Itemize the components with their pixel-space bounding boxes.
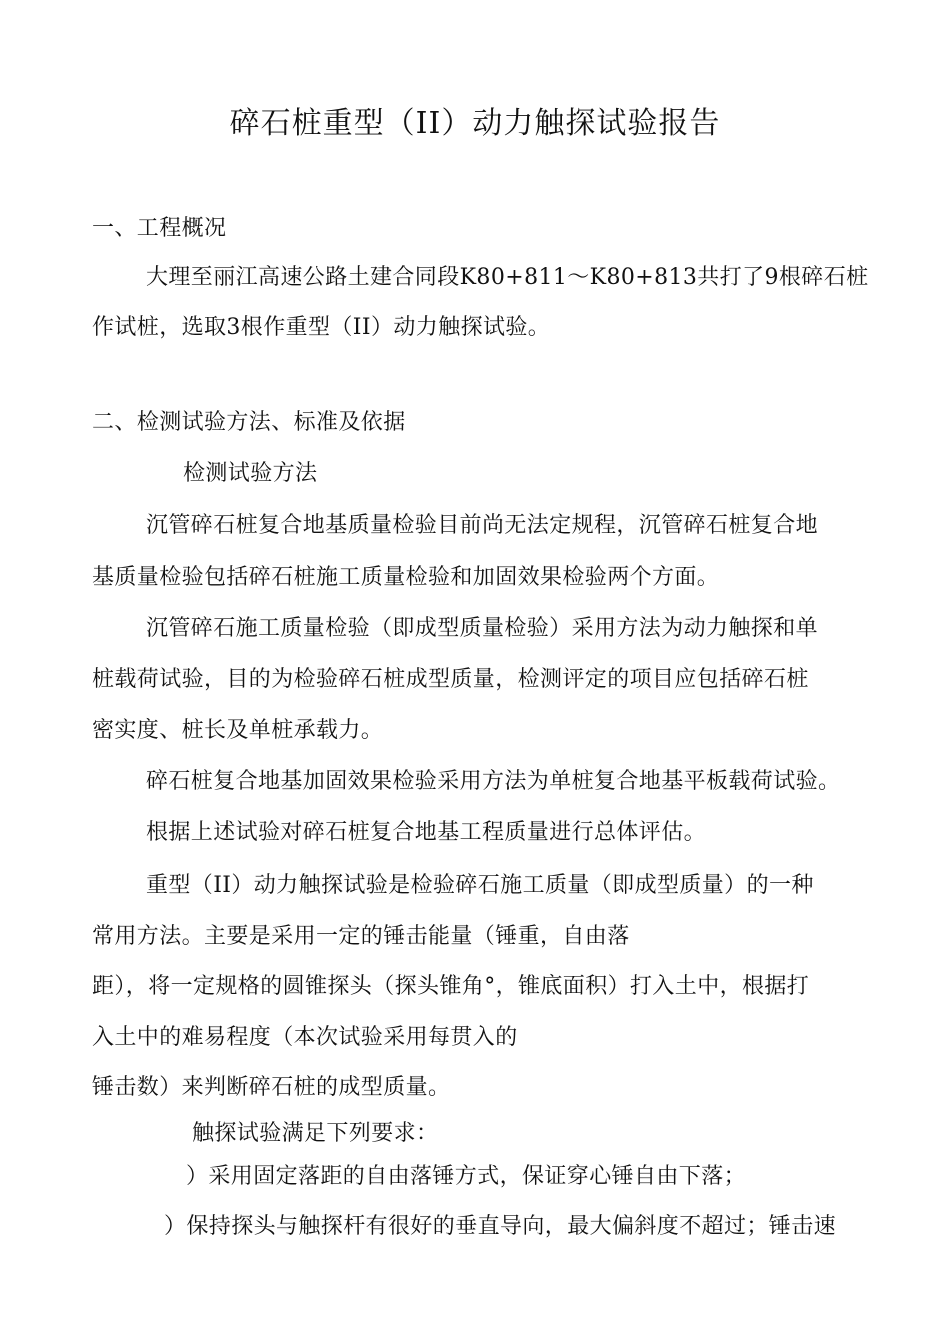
paragraph-line: 沉管碎石桩复合地基质量检验目前尚无法定规程，沉管碎石桩复合地 bbox=[146, 513, 819, 538]
paragraph-line: 根据上述试验对碎石桩复合地基工程质量进行总体评估。 bbox=[146, 820, 707, 845]
subheading-test-method: 检测试验方法 bbox=[183, 461, 318, 486]
paragraph-line: 密实度、桩长及单桩承载力。 bbox=[92, 718, 384, 743]
section-heading-methods: 二、检测试验方法、标准及依据 bbox=[92, 410, 406, 435]
requirement-item: ）采用固定落距的自由落锤方式，保证穿心锤自由下落； bbox=[186, 1164, 747, 1189]
paragraph-line: 碎石桩复合地基加固效果检验采用方法为单桩复合地基平板载荷试验。 bbox=[146, 769, 841, 794]
document-title: 碎石桩重型（II）动力触探试验报告 bbox=[229, 106, 721, 141]
paragraph-line: 沉管碎石施工质量检验（即成型质量检验）采用方法为动力触探和单 bbox=[146, 616, 819, 641]
paragraph-line: 锤击数）来判断碎石桩的成型质量。 bbox=[92, 1075, 451, 1100]
paragraph-line: 距），将一定规格的圆锥探头（探头锥角°，锥底面积）打入土中，根据打 bbox=[92, 974, 810, 999]
paragraph-line: 基质量检验包括碎石桩施工质量检验和加固效果检验两个方面。 bbox=[92, 565, 720, 590]
paragraph-line: 作试桩，选取3根作重型（II）动力触探试验。 bbox=[92, 315, 551, 340]
paragraph-line: 常用方法。主要是采用一定的锤击能量（锤重，自由落 bbox=[92, 924, 630, 949]
requirement-item: ）保持探头与触探杆有很好的垂直导向，最大偏斜度不超过；锤击速 bbox=[164, 1214, 837, 1239]
requirements-intro: 触探试验满足下列要求： bbox=[192, 1121, 439, 1146]
section-heading-overview: 一、工程概况 bbox=[92, 216, 227, 241]
paragraph-line: 入土中的难易程度（本次试验采用每贯入的 bbox=[92, 1025, 518, 1050]
paragraph-line: 桩载荷试验，目的为检验碎石桩成型质量，检测评定的项目应包括碎石桩 bbox=[92, 667, 809, 692]
paragraph-line: 大理至丽江高速公路土建合同段K80+811～K80+813共打了9根碎石桩 bbox=[146, 265, 869, 290]
paragraph-line: 重型（II）动力触探试验是检验碎石施工质量（即成型质量）的一种 bbox=[146, 873, 814, 898]
